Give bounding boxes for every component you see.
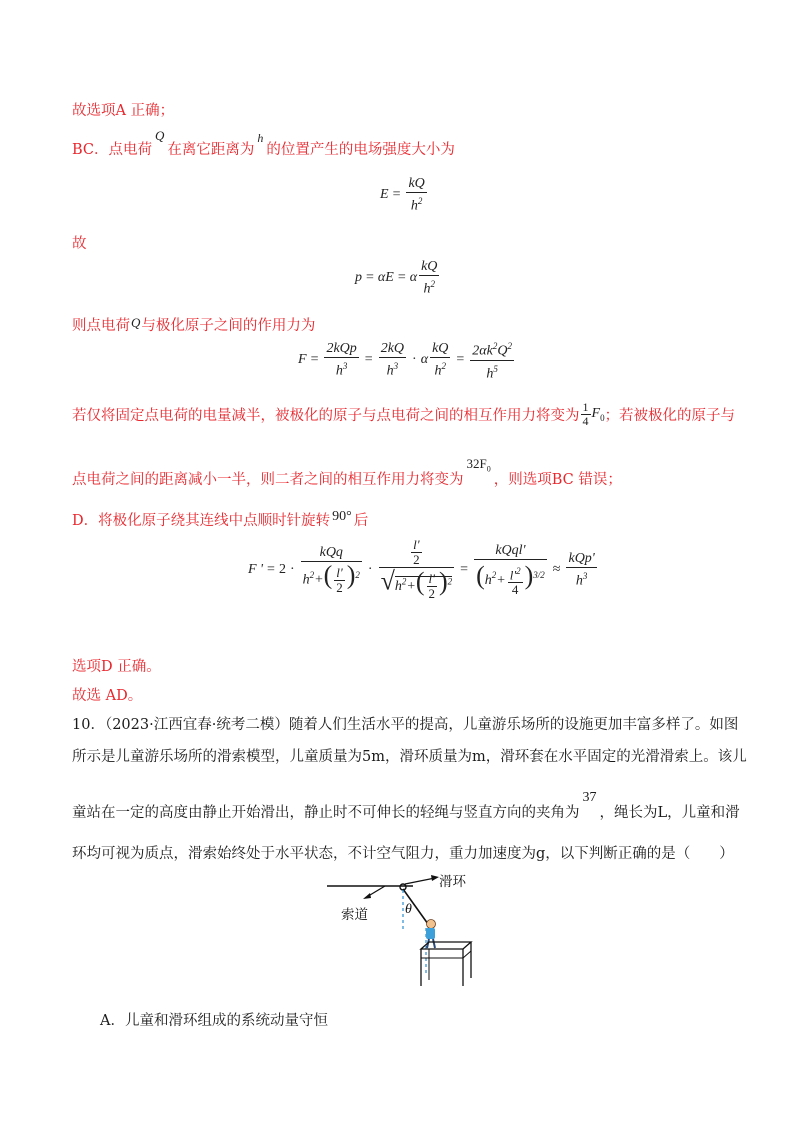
bc-line [72,128,455,159]
option-a-line: A．儿童和滑环组成的系统动量守恒 [100,1013,328,1029]
symbol-h: h [257,131,264,145]
choose-ad-line: 故选 AD。 [72,688,143,704]
d-post: 后 [353,513,369,529]
ring-pointer [405,878,435,884]
ring-pointer-head [431,875,439,881]
gu-line: 故 [72,236,87,252]
distance-pre: 点电荷之间的距离减小一半，则二者之间的相互作用力将变为 [72,472,464,488]
q10-line-3 [72,790,740,822]
symbol-Q-2: Q [131,315,141,330]
half-charge-post: ；若被极化的原子与 [604,408,736,424]
symbol-angle-37: 37 [582,790,597,805]
label-cable: 索道 [341,907,368,923]
label-ring: 滑环 [439,874,466,890]
child-leg-right [433,939,435,948]
force-intro-post: 与极化原子之间的作用力为 [141,318,316,334]
label-theta: θ [405,902,412,917]
distance-line [72,456,622,490]
q10-line-3-post: ，绳长为L，儿童和滑 [599,805,740,821]
force-intro-pre: 则点电荷 [72,318,130,334]
symbol-32F0: $32F_0$ [466,456,491,474]
half-charge-line [72,401,735,428]
bc-prefix: BC．点电荷 [72,142,153,158]
q10-line-3-pre: 童站在一定的高度由静止开始滑出，静止时不可伸长的轻绳与竖直方向的夹角为 [72,805,580,821]
zipline-figure [325,866,485,990]
symbol-F0: $F_0$ [591,406,605,423]
d-pre: D．将极化原子绕其连线中点顺时针旋转 [72,513,331,529]
equation-rotated-force: F ' = 2 · kQq $h^2+$( $\frac{l'}{2}$ )$^2$ · $\frac{l'}{2}$ $√h^2+$( $\frac{l'}{2}$ )$^2$ = kQql' ($h^2+$ $\frac{l'^2}{4}$ )$^{3/2}$ ≈ $\frac{\text{kQp'}}{h^3}$ [248,537,595,601]
child-body [426,928,435,939]
symbol-angle-90: 90° [332,509,352,524]
equation-force: F = $\frac{\text{2kQp}}{h^3}$ = $\frac{2kQ}{h^3}$ · α $\frac{kQ}{h^2}$ = $\frac{2\alpha k^2Q^2}{h^5}$ [298,341,512,382]
force-intro-line [72,314,315,335]
symbol-Q: Q [155,128,165,143]
half-charge-pre: 若仅将固定点电荷的电量减半，被极化的原子与点电荷之间的相互作用力将变为 [72,408,580,424]
q10-line-2: 所示是儿童游乐场所的滑索模型，儿童质量为5m，滑环质量为m，滑环套在水平固定的光滑滑索上。该儿 [72,749,747,765]
q10-line-1: 10．（2023·江西宜春·统考二模）随着人们生活水平的提高，儿童游乐场所的设施更加丰富多样了。如图 [72,717,739,733]
cable-pointer-head [363,893,371,899]
equation-field-strength: E = $\frac{kQ}{h^2}$ [380,176,425,214]
option-a-correct-line: 故选项A 正确； [72,103,175,119]
equation-dipole: p = αE = α $\frac{kQ}{h^2}$ [355,259,438,297]
option-d-line [72,509,368,530]
fraction-quarter: $\frac{1}{4}$ [582,400,589,428]
q10-line-4: 环均可视为质点，滑索始终处于水平状态，不计空气阻力，重力加速度为g，以下判断正确的是（ ） [72,846,734,862]
option-d-correct-line: 选项D 正确。 [72,659,161,675]
bc-mid: 在离它距离为 [167,142,255,158]
child-head [427,920,436,929]
bc-suffix: 的位置产生的电场强度大小为 [266,142,455,158]
table-apron-side [463,951,471,958]
distance-post: ，则选项BC 错误； [493,472,622,488]
